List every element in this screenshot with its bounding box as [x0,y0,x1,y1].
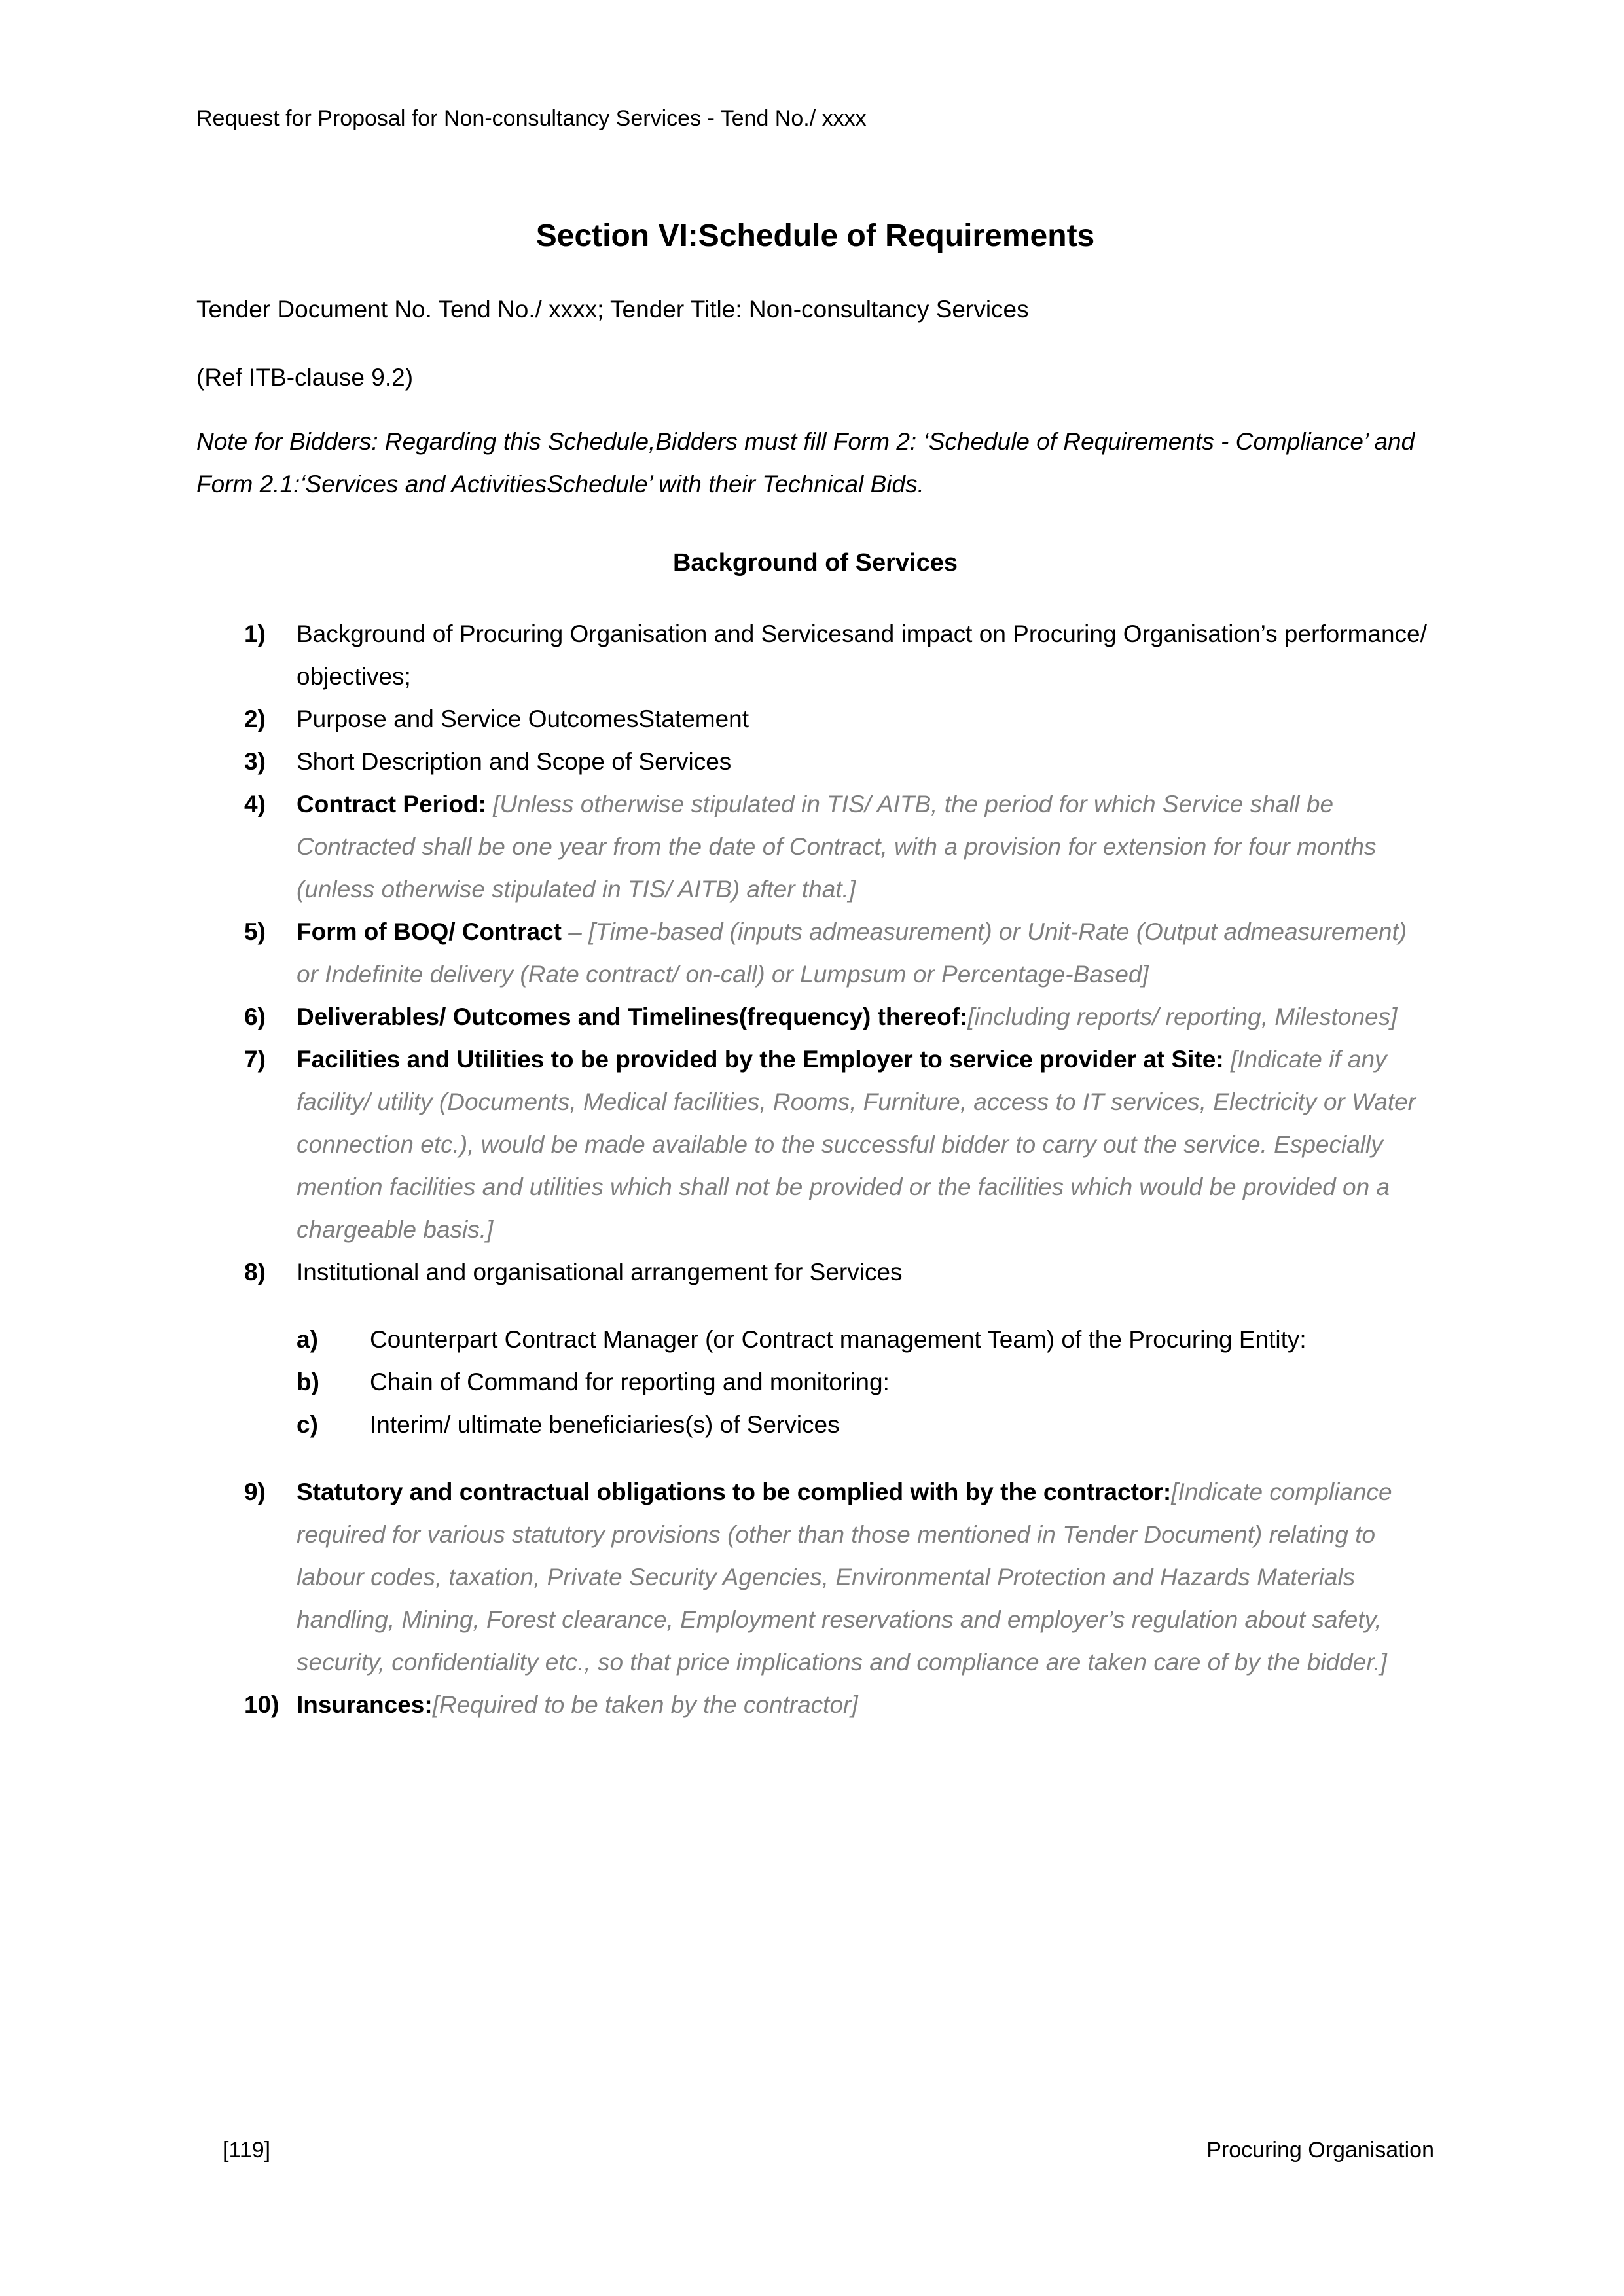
list-item-placeholder: [Indicate if any facility/ utility (Documents, Medical facilities, Rooms, Furniture, access to IT services, Electricity or Water connection etc.), would be made available to the successful bidder to carry out the service. Especially mention facilities and utilities which shall not be provided or the facilities which would be provided on a chargeable basis.] [297,1046,1416,1243]
list-item-number: 5) [244,918,266,945]
requirements-list [196,613,1434,1726]
list-item-text: Institutional and organisational arrangement for Services [297,1259,903,1285]
list-item-number: 7) [244,1046,266,1073]
tender-info-line: Tender Document No. Tend No./ xxxx; Tender Title: Non-consultancy Services [196,296,1029,323]
list-item-separator [486,791,493,817]
list-item-text: Purpose and Service OutcomesStatement [297,706,749,732]
sub-list-item-letter: b) [297,1369,319,1395]
sub-list-item-text: Counterpart Contract Manager (or Contract management Team) of the Procuring Entity: [370,1326,1307,1353]
page-title: Section VI:Schedule of Requirements [535,219,1095,253]
list-item-2 [196,698,1434,740]
list-item-label: Contract Period: [297,791,486,817]
list-item-text: Background of Procuring Organisation and Servicesand impact on Procuring Organisation’s performance/ objectives; [297,620,1427,690]
list-item-placeholder: [Indicate compliance required for various statutory provisions (other than those mentioned in Tender Document) relating to labour codes, taxation, Private Security Agencies, Environmental Protection and Hazards Materials handling, Mining, Forest clearance, Employment reservations and employer’s regulation about safety, security, confidentiality etc., so that price implications and compliance are taken care of by the bidder.] [297,1479,1392,1676]
list-item-number: 3) [244,748,266,775]
ref-clause-line: (Ref ITB-clause 9.2) [196,364,414,391]
list-item-label: Insurances: [297,1691,433,1718]
list-item-5 [196,910,1434,996]
list-item-label: Statutory and contractual obligations to be complied with by the contractor: [297,1479,1172,1505]
list-item-placeholder: [including reports/ reporting, Milestones] [967,1003,1398,1030]
sub-list [297,1318,1434,1446]
list-item-placeholder: [Required to be taken by the contractor] [432,1691,858,1718]
sub-list-item-a [297,1318,1434,1361]
list-item-text: Short Description and Scope of Services [297,748,732,775]
sub-list-item-b [297,1361,1434,1403]
page-footer [196,2135,1434,2165]
list-item-number: 6) [244,1003,266,1030]
list-item-separator: – [561,918,589,945]
footer-organisation: Procuring Organisation [1206,2138,1434,2162]
sub-list-item-text: Chain of Command for reporting and monitoring: [370,1369,890,1395]
list-item-1 [196,613,1434,698]
list-item-number: 4) [244,791,266,817]
list-item-separator [1224,1046,1231,1073]
note-for-bidders: Note for Bidders: Regarding this Schedule,Bidders must fill Form 2: ‘Schedule of Requirements - Compliance’ and Form 2.1:‘Services and ActivitiesSchedule’ with their Technical Bids. [196,428,1415,497]
list-item-label: Form of BOQ/ Contract [297,918,562,945]
list-item-number: 2) [244,706,266,732]
page-number: [119] [223,2138,271,2162]
list-item-number: 10) [244,1691,280,1718]
list-item-label: Facilities and Utilities to be provided by the Employer to service provider at Site: [297,1046,1224,1073]
list-item-8 [196,1251,1434,1293]
list-item-6 [196,996,1434,1038]
list-item-3 [196,740,1434,783]
page-header: Request for Proposal for Non-consultancy Services - Tend No./ xxxx [196,106,867,131]
list-item-number: 8) [244,1259,266,1285]
sub-list-item-text: Interim/ ultimate beneficiaries(s) of Services [370,1411,840,1438]
list-item-7 [196,1038,1434,1251]
background-of-services-heading: Background of Services [672,549,958,577]
sub-list-item-letter: c) [297,1411,318,1438]
list-item-placeholder: [Unless otherwise stipulated in TIS/ AITB, the period for which Service shall be Contracted shall be one year from the date of Contract, with a provision for extension for four months (unless otherwise stipulated in TIS/ AITB) after that.] [297,791,1377,903]
list-item-number: 1) [244,620,266,647]
list-item-9 [196,1471,1434,1683]
list-item-placeholder: [Time-based (inputs admeasurement) or Unit-Rate (Output admeasurement) or Indefinite delivery (Rate contract/ on-call) or Lumpsum or Percentage-Based] [297,918,1407,988]
sub-list-item-letter: a) [297,1326,318,1353]
list-item-label: Deliverables/ Outcomes and Timelines(frequency) thereof: [297,1003,968,1030]
list-item-number: 9) [244,1479,266,1505]
list-item-10 [196,1683,1434,1726]
list-item-4 [196,783,1434,910]
sub-list-item-c [297,1403,1434,1446]
